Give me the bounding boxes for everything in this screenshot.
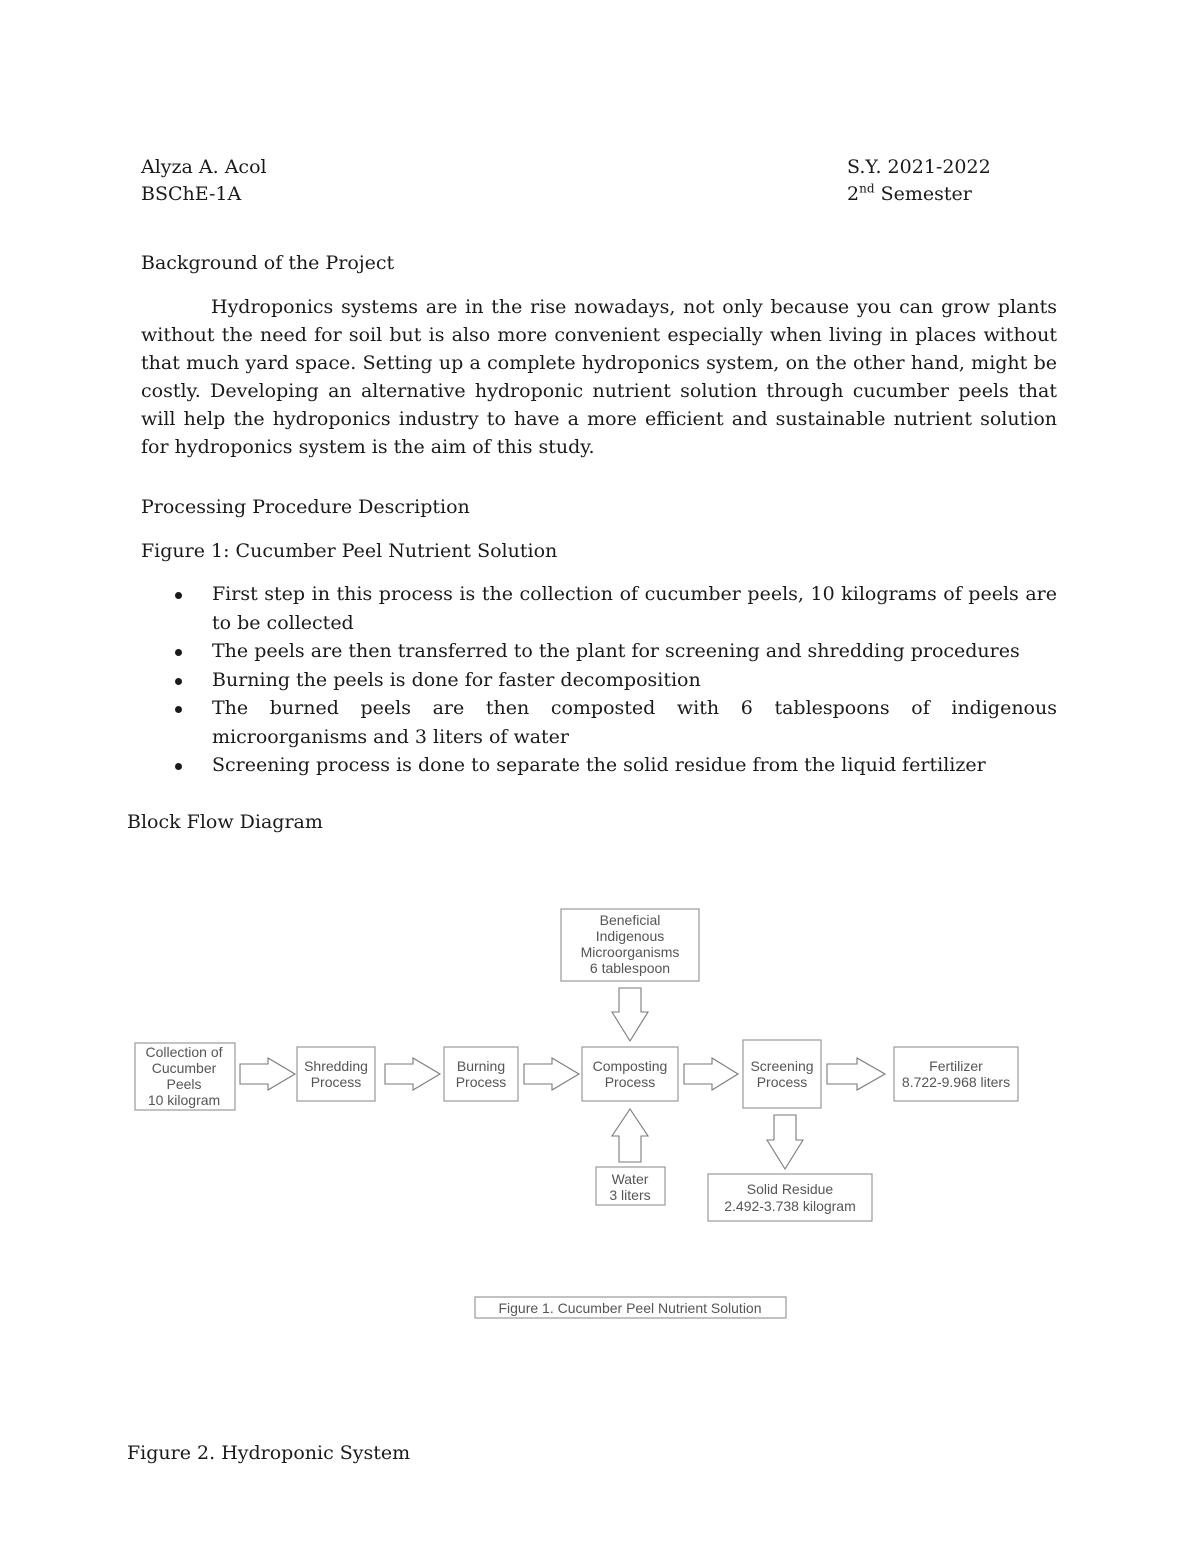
microorganisms-line-4: 6 tablespoon — [589, 960, 671, 976]
step-text: The peels are then transferred to the plant for screening and shredding procedures — [212, 640, 1020, 662]
screening-line-2: Process — [756, 1074, 808, 1090]
microorganisms-line-2: Indigenous — [595, 928, 665, 944]
arrow-right-icon — [827, 1058, 885, 1090]
microorganisms-line-1: Beneficial — [599, 912, 661, 928]
diagram-caption: Figure 1. Cucumber Peel Nutrient Solution — [498, 1300, 762, 1316]
residue-line-1: Solid Residue — [746, 1181, 834, 1197]
residue-line-2: 2.492-3.738 kilogram — [724, 1198, 856, 1214]
arrow-right-icon — [524, 1058, 579, 1090]
composting-line-2: Process — [604, 1074, 656, 1090]
figure-1-label: Figure 1: Cucumber Peel Nutrient Solution — [141, 540, 558, 562]
step-text: Burning the peels is done for faster decomposition — [212, 668, 701, 691]
step-text: First step in this process is the collection of cucumber peels, 10 kilograms of peels are to be collected — [212, 583, 1057, 634]
collection-line-2: Cucumber — [151, 1060, 217, 1076]
step-text: Screening process is done to separate the solid residue from the liquid fertilizer — [212, 754, 986, 776]
program: BSChE-1A — [141, 183, 242, 205]
background-text: Hydroponics systems are in the rise nowadays, not only because you can grow plants without the need for soil but is also more convenient especially when living in places without that much yard space. Setting up a complete hydroponics system, on the other hand, might be costly. Developing an alternative hydroponic nutrient solution through cucumber peels that will help the hydroponics industry to have a more efficient and sustainable nutrient solution for hydroponics system is the aim of this study. — [141, 296, 1057, 458]
arrow-right-icon — [240, 1058, 295, 1090]
microorganisms-line-3: Microorganisms — [580, 944, 680, 960]
block-flow-heading: Block Flow Diagram — [127, 811, 323, 833]
screening-line-1: Screening — [750, 1058, 814, 1074]
collection-line-3: Peels — [166, 1076, 202, 1092]
figure-2-label: Figure 2. Hydroponic System — [127, 1442, 411, 1464]
semester-word: Semester — [880, 183, 972, 205]
fertilizer-line-2: 8.722-9.968 liters — [901, 1074, 1011, 1090]
arrow-right-icon — [684, 1058, 738, 1090]
procedure-heading: Processing Procedure Description — [141, 496, 470, 518]
step-text: The burned peels are then composted with 6 tablespoons of indigenous microorganisms and 3 liters of water — [212, 697, 1057, 748]
arrow-up-icon — [612, 1109, 648, 1162]
fertilizer-line-1: Fertilizer — [929, 1058, 983, 1074]
collection-line-4: 10 kilogram — [147, 1092, 221, 1108]
semester-ordinal: nd — [859, 181, 875, 196]
background-heading: Background of the Project — [141, 252, 395, 274]
school-year: S.Y. 2021-2022 — [847, 156, 991, 178]
arrow-right-icon — [385, 1058, 440, 1090]
student-name: Alyza A. Acol — [141, 156, 267, 178]
collection-line-1: Collection of — [145, 1044, 223, 1060]
semester-number: 2 — [847, 183, 860, 205]
burning-line-1: Burning — [456, 1058, 506, 1074]
composting-line-1: Composting — [592, 1058, 668, 1074]
shredding-line-2: Process — [310, 1074, 362, 1090]
arrow-down-icon — [612, 988, 648, 1041]
water-line-2: 3 liters — [609, 1187, 651, 1203]
arrow-down-icon — [767, 1115, 803, 1169]
water-line-1: Water — [611, 1171, 649, 1187]
burning-line-2: Process — [455, 1074, 507, 1090]
shredding-line-1: Shredding — [304, 1058, 368, 1074]
